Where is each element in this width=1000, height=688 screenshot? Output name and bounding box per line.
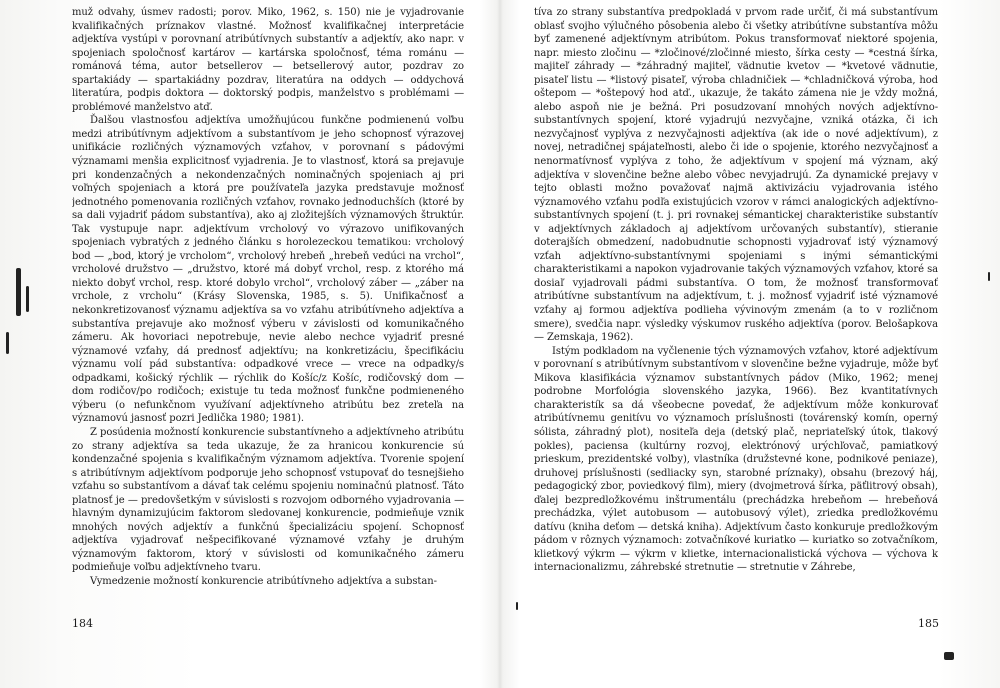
scan-speck	[16, 268, 21, 316]
paragraph: Istým podkladom na vyčlenenie tých významových vzťahov, ktoré adjektívum v porovnaní s atribútívnym substantívom v slovenčine bežne vyjadruje, môže byť Mikova klasifikácia významov substantívnych pádov (Miko, 1962; menej podrobne Morfológia slovenského jazyka, 1966). Bez kvantitatívnych charakteristík sa dá všeobecne povedať, že adjektívum môže konkurovať atribútívnemu genitívu vo významoch príslušnosti (továrenský komín, operný sólista, záhradný plot), nositeľa deja (detský plač, nepriateľský útok, tlakový pokles), paciensa (kultúrny rozvoj, elektrónový urýchľovač, pamiatkový prieskum, prezidentské voľby), vlastníka (družstevné kone, podnikové peniaze), druhovej príslušnosti (sedliacky syn, starobné príznaky), obsahu (brezový háj, pedagogický zbor, poviedkový film), miery (dvojmetrová šírka, päťlitrový obsah), ďalej bezpredložkovému inštrumentálu (prechádzka hrebeňom — hrebeňová prechádzka, výlet autobusom — autobusový výlet), zriedka predložkovému datívu (kniha deťom — detská kniha). Adjektívum často konkuruje predložkovým pádom v rôznych významoch: zotvačníkové kuriatko — kuriatko so zotvačníkom, klietkový výkrm — výkrm v klietke, internacionalistická výchova — výchova k internacionalizmu, záhrebské stretnutie — stretnutie v Záhrebe,	[534, 345, 938, 574]
paragraph: Z posúdenia možností konkurencie substantívneho a adjektívneho atribútu zo strany adjektíva sa teda ukazuje, že za hranicou konkurencie sú kondenzačné spojenia s kvalifikačným významom adjektíva. Tvorenie spojení s atribútívnym adjektívom podporuje jeho schopnosť vstupovať do tesnejšieho vzťahu so substantívom a dávať tak celému spojeniu nominačnú platnosť. Táto platnosť je — predovšetkým v súvislosti s rozvojom odborného vyjadrovania — hlavným dynamizujúcim faktorom sledovanej konkurencie, podmieňuje vznik mnohých nových adjektív a funkčnú špecializáciu spojení. Schopnosť adjektíva vyjadrovať nešpecifikované významové vzťahy je druhým významovým faktorom, ktorý v súvislosti od komunikačného zámeru podmieňuje voľbu adjektívneho tvaru.	[72, 426, 464, 574]
book-gutter	[497, 0, 503, 688]
paragraph: muž odvahy, úsmev radosti; porov. Miko, 1962, s. 150) nie je vyjadrovanie kvalifikačných príznakov vlastné. Možnosť kvalifikačnej interpretácie adjektíva vystúpi v porovnaní atribútívnych substantív a adjektív, ako napr. v spojeniach spoločnosť kartárov — kartárska spoločnosť, téma románu — románová téma, autor betsellerov — betsellerový autor, pozdrav zo spartakiády — spartakiádny pozdrav, literatúra na oddych — oddychová literatúra, podpis doktora — doktorský podpis, manželstvo s problémami — problémové manželstvo atď.	[72, 7, 464, 113]
paragraph: Vymedzenie možností konkurencie atribútívneho adjektíva a substan-	[90, 575, 437, 587]
paragraph: Ďalšou vlastnosťou adjektíva umožňujúcou funkčne podmienenú voľbu medzi atribútívnym adjektívom a substantívom je jeho schopnosť výrazovej unifikácie rozličných významových vzťahov, v porovnaní s pádovými významami menšia explicitnosť vyjadrenia. Je to vlastnosť, ktorá sa prejavuje pri kondenzačných a nekondenzačných nominačných spojeniach aj pri voľných spojeniach a ktorá pre používateľa jazyka predstavuje možnosť jednotného pomenovania rozličných vzťahov, rovnako jednoduchších (ktoré by sa dali vyjadriť pádom substantíva), ako aj zložitejších významových štruktúr. Tak vystupuje napr. adjektívum vrcholový vo výrazovo unifikovaných spojeniach vybratých z jedného článku s horolezeckou tematikou: vrcholový bod — „bod, ktorý je vrcholom“, vrcholový hrebeň „hrebeň vedúci na vrchol“, vrcholové družstvo — „družstvo, ktoré má dobyť vrchol, resp. z ktorého má niekto dobyť vrchol, resp. ktoré dobylo vrchol“, vrcholový záber — „záber na vrchole, z vrcholu“ (Krásy Slovenska, 1985, s. 5). Unifikačnosť a nekonkretizovanosť významu adjektíva sa vo vzťahu atribútívneho adjektíva a substantíva prejavuje ako možnosť výberu v závislosti od komunikačného zámeru. Ak hovoriaci nepotrebuje, nevie alebo nechce vyjadriť presné významové vzťahy, dá prednosť adjektívu; na konkretizáciu, špecifikáciu významu volí pád substantíva: odpadkové vrece — vrece na odpadky/s odpadkami, košický rýchlik — rýchlik do Košíc/z Košíc, rodičovský dom — dom rodičov/po rodičoch; existuje tu teda možnosť funkčne podmieneného výberu (o nefunkčnom využívaní adjektívneho atribútu bez zreteľa na významovú jasnosť pozri Jedlička 1980; 1981).	[72, 115, 464, 425]
left-page	[72, 6, 464, 682]
scan-speck	[944, 652, 954, 660]
page-number-right: 185	[918, 617, 939, 630]
paragraph: tíva zo strany substantíva predpokladá v prvom rade určiť, či má substantívum oblasť svojho výlučného pôsobenia alebo či všetky atribútívne substantíva môžu byť zamenené adjektívnym atribútom. Pokus transformovať niektoré spojenia, napr. miesto zločinu — *zločinové/zločinné miesto, šírka cesty — *cestná šírka, majiteľ záhrady — *záhradný majiteľ, vädnutie kvetov — *kvetové vädnutie, pisateľ listu — *listový pisateľ, výroba chladničiek — *chladničková výroba, hod oštepom — *oštepový hod atď., ukazuje, že takáto zámena nie je vždy možná, alebo aspoň nie je bežná. Pri posudzovaní mnohých nových adjektívno-substantívnych spojení, ktoré vyjadrujú nezvyčajne, vzniká otázka, či ich nezvyčajnosť vyplýva z nezvyčajnosti adjektíva (ak ide o nové adjektívum), z novej, netradičnej spájateľnosti, alebo či ide o spojenie, ktorého nezvyčajnosť a nenormatívnosť vyplýva z toho, že adjektívum v spojení má význam, aký adjektíva v slovenčine bežne alebo vôbec nevyjadrujú. Za dynamické prejavy v tejto oblasti možno považovať najmä aktivizáciu vyjadrovania istého významového vzťahu podľa existujúcich vzorov v rámci analogických adjektívno-substantívnych spojení (t. j. pri rovnakej sémantickej charakteristike substantív v adjektívnych základoch aj adjektívom určovaných substantív), stieranie doterajších obmedzení, nadobudnutie schopnosti vyjadrovať istý významový vzťah adjektívno-substantívnymi spojeniami s inými sémantickými charakteristikami a napokon vyjadrovanie takých významových vzťahov, ktoré sa dosiaľ vyjadrovali pádmi substantíva. O tom, že možnosť transformovať atribútívne substantívum na adjektívum, t. j. možnosť vyjadriť isté významové vzťahy aj formou adjektíva podlieha vývinovým zmenám (a to v rozličnom smere), svedčia napr. výsledky výskumov ruského adjektíva (porov. Belošapkova — Zemskaja, 1962).	[534, 7, 938, 344]
page-number-left: 184	[72, 617, 93, 630]
right-page	[534, 6, 938, 682]
scan-speck	[516, 602, 518, 610]
scan-speck	[6, 332, 9, 354]
scan-speck	[26, 286, 29, 312]
scan-speck	[988, 272, 990, 281]
